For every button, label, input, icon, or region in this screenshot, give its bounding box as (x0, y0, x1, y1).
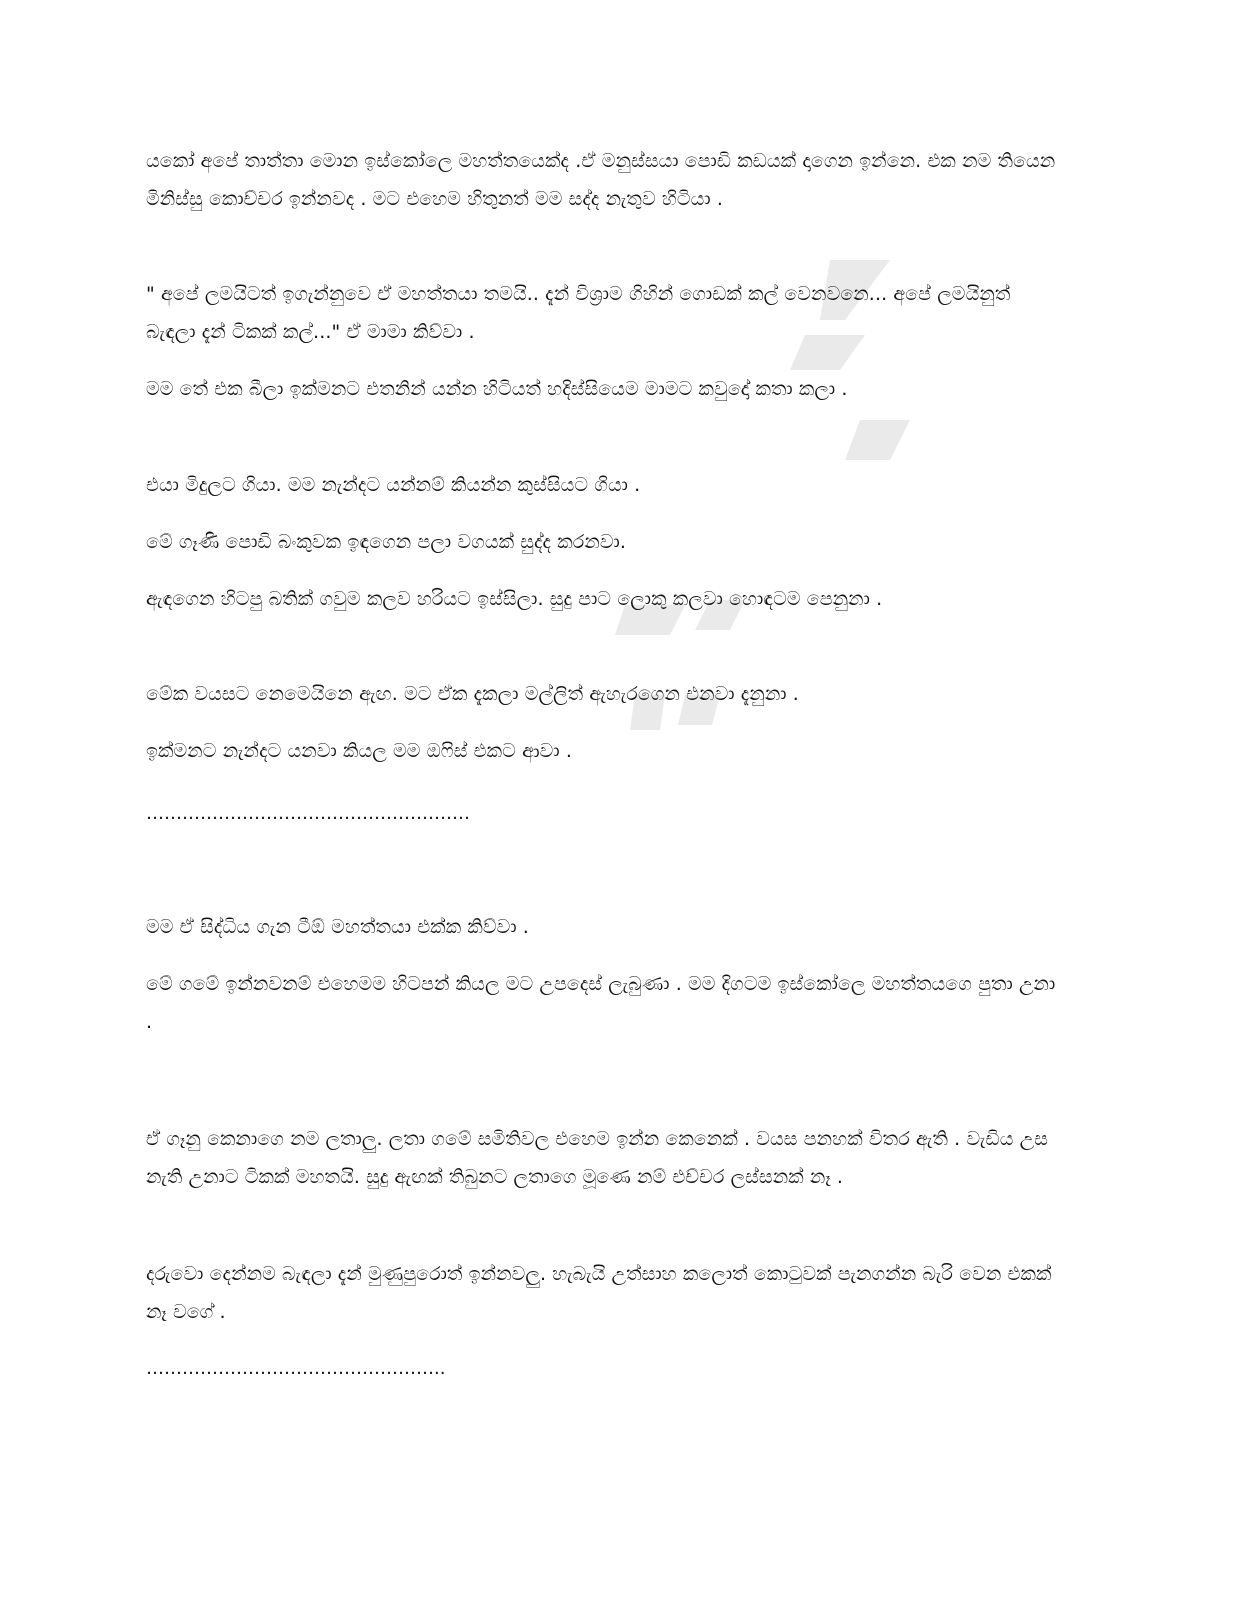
paragraph: ඇඳගෙන හිටපු බතික් ගවුම කලව හරියට ඉස්සිලා. සුදු පාට ලොකු කලවා හොඳටම පෙනුනා . (146, 588, 883, 610)
paragraph: මේ ගමේ ඉන්නවනම් එහෙමම හිටපන් කියල මට උපදෙස් ලැබුණා . මම දිගටම ඉස්කෝලෙ මහත්තයගෙ පුතා උනා . (146, 973, 1056, 1033)
paragraph: මේ ගෑණි පොඩි බංකුවක ඉඳගෙන පලා වගයක් සුද්ද කරනවා. (146, 531, 626, 553)
paragraph: ඉක්මනට නැන්දට යනවා කියල මම ඔෆිස් එකට ආවා . (146, 740, 572, 762)
paragraph: දරුවො දෙන්නම බැඳලා දැන් මුණුපුරොත් ඉන්නවලු. හැබැයි උත්සාහ කලොත් කොටුවක් පැනගන්න බැරි වෙන එකක් නෑ වගේ . (146, 1263, 1052, 1323)
paragraph: මම ඒ සිද්ධිය ගැන ටීඕ මහත්තයා එක්ක කිව්වා . (146, 916, 529, 938)
separator-dots: ……………………………………………… (146, 803, 470, 824)
paragraph: ඒ ගෑනු කෙනාගෙ නම ලතාලු. ලතා ගමේ සමිතිවල එහෙම ඉන්න කෙනෙක් . වයස පනහක් විතර ඇති . වැඩිය උස නැති උනාට ටිකක් මහතයි. සුදු ඇඟක් තිබුනට ලතාගෙ මූණෙ නම් එච්චර ලස්සනක් නෑ . (146, 1128, 1048, 1188)
paragraph: යකෝ අපේ තාත්තා මොන ඉස්කෝලෙ මහත්තයෙක්ද .ඒ මනුස්සයා පොඩි කඩයක් දාගෙන ඉන්නෙ. එක නම තියෙන මිනිස්සු කොච්චර ඉන්නවද . මට එහෙම හිතුනත් මම සද්ද නැතුව හිටියා . (146, 150, 1056, 210)
watermark-mark (845, 420, 910, 460)
paragraph: මේක වයසට නෙමෙයිනෙ ඇඟ. මට ඒක දැකලා මල්ලිත් ඇහැරගෙන එනවා දැනුනා . (146, 683, 799, 705)
paragraph: " අපේ ලමයිටත් ඉගැන්නුවෙ ඒ මහත්තයා තමයි.. දැන් විශ්‍රාම ගිහින් ගොඩක් කල් වෙනවනෙ... අපේ ලමයිනුත් බැඳලා දැන් ටිකක් කල්..." ඒ මාමා කිව්වා . (146, 283, 1011, 343)
separator-dots: ………………………………………….. (146, 1358, 446, 1379)
paragraph: එයා මිදුලට ගියා. මම නැන්දට යන්නම් කියන්න කුස්සියට ගියා . (146, 474, 641, 496)
paragraph: මම තේ එක බීලා ඉක්මනට එතනින් යන්න හිටියත් හදිස්සියෙම මාමට කවුදෝ කතා කලා . (146, 378, 848, 400)
